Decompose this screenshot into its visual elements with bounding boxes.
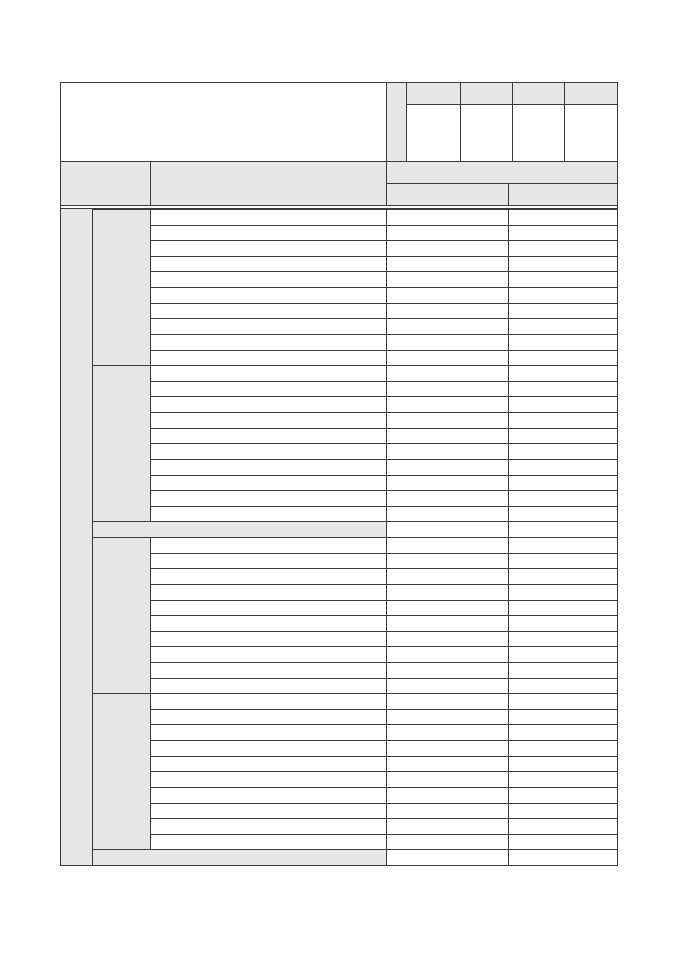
fixed-fund-operation-form (60, 82, 618, 873)
outer-frame (60, 82, 618, 866)
